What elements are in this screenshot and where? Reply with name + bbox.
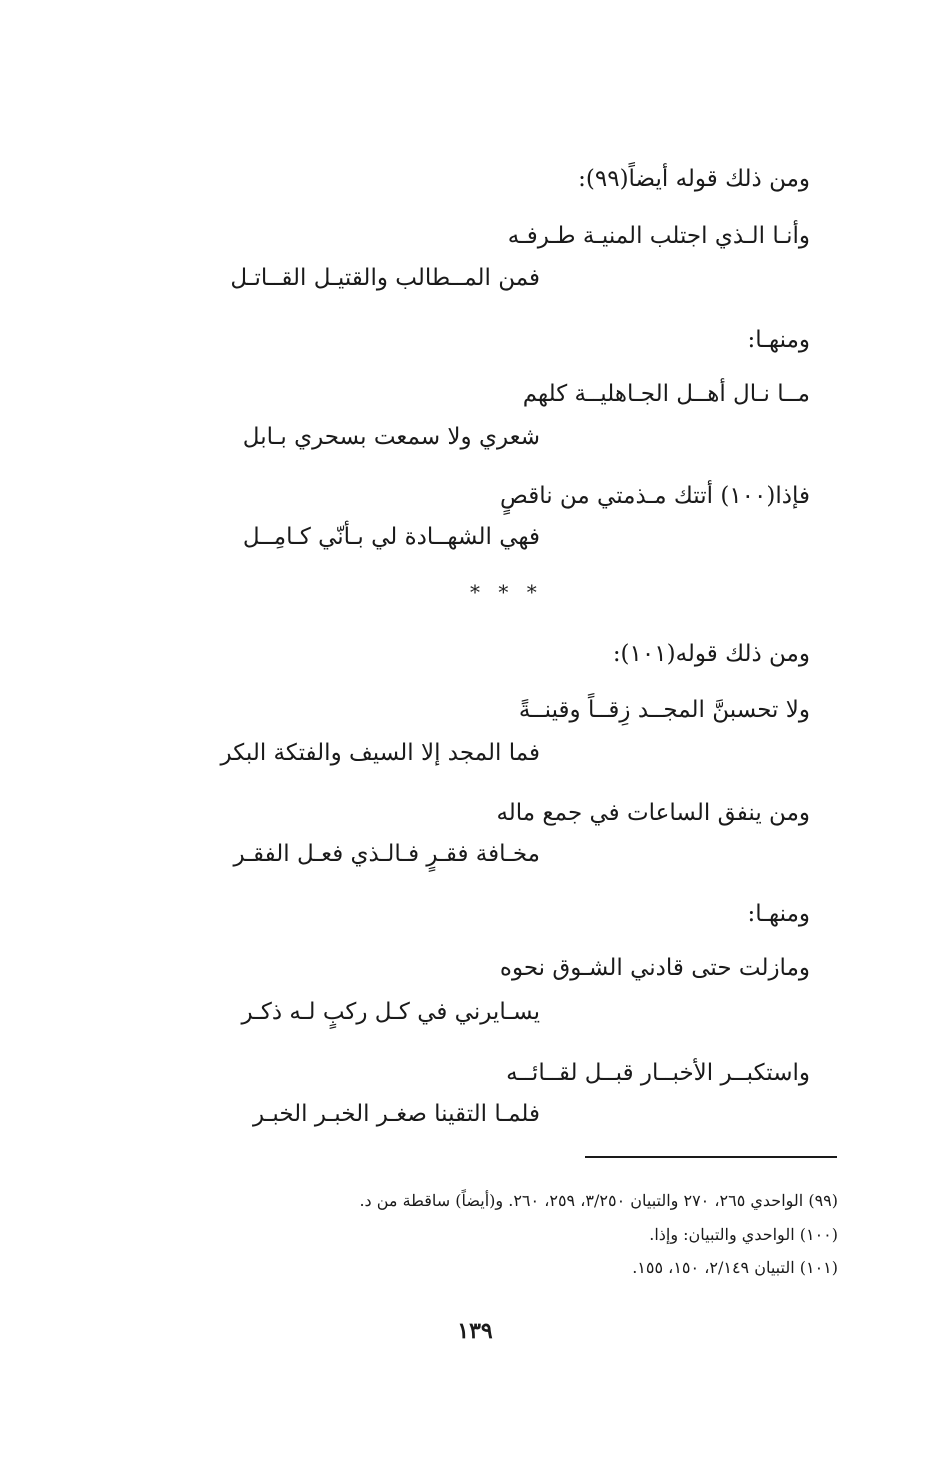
footnote-101: (١٠١) التبيان ٢/١٤٩، ١٥٠، ١٥٥. [632,1258,838,1277]
intro-line-4: ومنهـا: [747,901,810,927]
verse-2-hemistich-1: مــا نـال أهــل الجـاهليــة كلهم [522,381,810,407]
verse-4-hemistich-2: فما المجد إلا السيف والفتكة البكر [220,740,540,766]
verse-6-hemistich-2: يسـايرني في كـل ركبٍ لـه ذكـر [241,999,540,1025]
verse-5-hemistich-2: مخـافة فقـرٍ فـالـذي فعـل الفقـر [233,841,540,867]
footnote-divider [585,1156,837,1158]
verse-3-hemistich-1: فإذا(١٠٠) أتتك مـذمتي من ناقصٍ [500,483,810,509]
intro-line-1: ومن ذلك قوله أيضاً(٩٩): [578,166,810,192]
verse-4-hemistich-1: ولا تحسبنَّ المجــد زِقــاً وقينــةً [518,697,810,723]
verse-5-hemistich-1: ومن ينفق الساعات في جمع ماله [496,800,810,826]
verse-7-hemistich-1: واستكبــر الأخبــار قبــل لقــائــه [506,1060,810,1086]
section-separator: * * * [470,580,543,604]
verse-1-hemistich-2: فمن المــطالب والقتيـل القــاتـل [230,265,540,291]
verse-6-hemistich-1: ومازلت حتى قادني الشـوق نحوه [499,955,810,981]
intro-line-3: ومن ذلك قوله(١٠١): [612,641,810,667]
verse-7-hemistich-2: فلمـا التقينا صغـر الخبـر الخبـر [252,1101,540,1127]
verse-2-hemistich-2: شعري ولا سمعت بسحري بـابل [242,424,540,450]
verse-1-hemistich-1: وأنـا الـذي اجتلب المنيـة طـرفـه [507,223,810,249]
verse-3-hemistich-2: فهي الشهــادة لي بـأنّي كـامِــل [242,524,540,550]
page-number: ١٣٩ [457,1318,493,1344]
footnote-99: (٩٩) الواحدي ٢٦٥، ٢٧٠ والتبيان ٣/٢٥٠، ٢٥٩، ٢٦٠. و(أيضاً) ساقطة من د. [359,1191,838,1210]
footnote-100: (١٠٠) الواحدي والتبيان: وإذا. [649,1225,838,1244]
intro-line-2: ومنهـا: [747,327,810,353]
